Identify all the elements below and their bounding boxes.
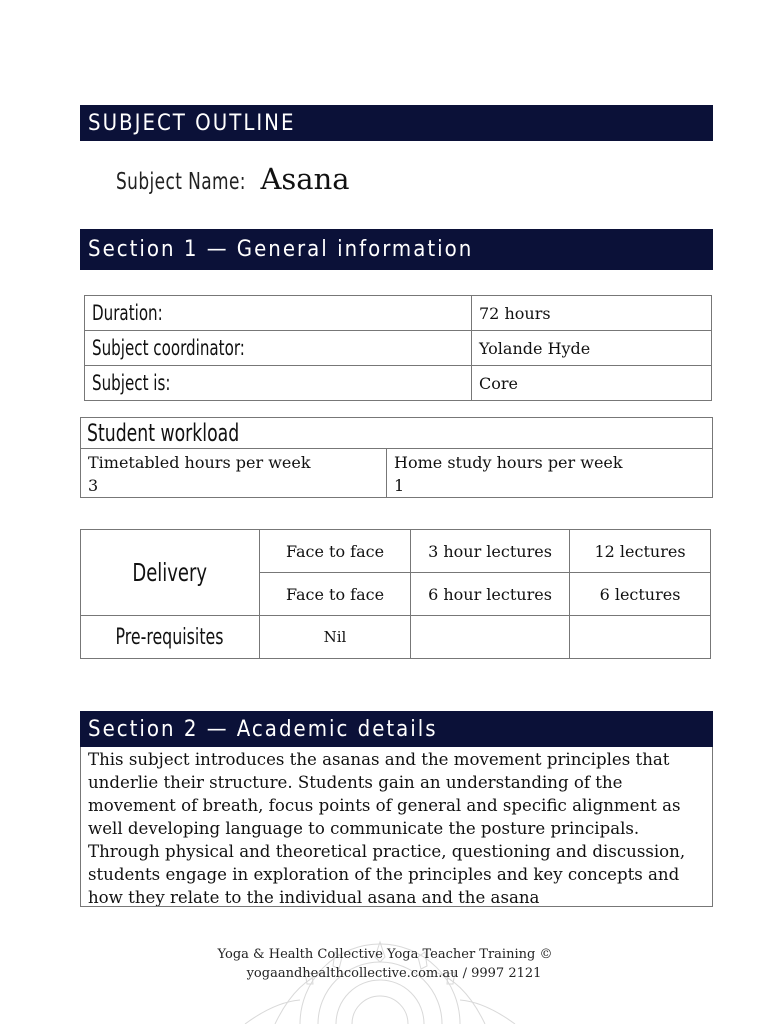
general-info-table bbox=[84, 295, 712, 401]
empty-cell bbox=[570, 616, 711, 659]
footer bbox=[0, 945, 770, 983]
section1-title: Section 1 — General information bbox=[88, 237, 474, 262]
timetabled-label: Timetabled hours per week bbox=[88, 453, 311, 472]
subject-name-label: Subject Name: bbox=[116, 169, 246, 195]
workload-title: Student workload bbox=[87, 419, 240, 447]
home-study-label: Home study hours per week bbox=[394, 453, 623, 472]
section2-header bbox=[80, 711, 713, 747]
table-row bbox=[85, 366, 712, 401]
table-row bbox=[81, 530, 711, 573]
subject-name-row bbox=[116, 162, 350, 196]
footer-line1: Yoga & Health Collective Yoga Teacher Training © bbox=[217, 947, 553, 962]
delivery-table bbox=[80, 529, 711, 659]
table-row bbox=[81, 449, 713, 498]
subject-type-value: Core bbox=[472, 366, 712, 401]
duration-label: Duration: bbox=[92, 301, 163, 325]
duration-value: 72 hours bbox=[472, 296, 712, 331]
subject-type-label: Subject is: bbox=[92, 371, 171, 395]
home-study-value: 1 bbox=[394, 476, 405, 495]
table-row bbox=[81, 418, 713, 449]
section2-title: Section 2 — Academic details bbox=[88, 716, 438, 742]
delivery-label: Delivery bbox=[132, 558, 208, 587]
table-row bbox=[85, 296, 712, 331]
delivery-mode-1: Face to face bbox=[260, 530, 411, 573]
workload-table bbox=[80, 417, 713, 498]
empty-cell bbox=[411, 616, 570, 659]
prerequisites-label: Pre-requisites bbox=[115, 624, 225, 650]
delivery-mode-2: Face to face bbox=[260, 573, 411, 616]
delivery-count-2: 6 lectures bbox=[570, 573, 711, 616]
table-row bbox=[81, 616, 711, 659]
timetabled-value: 3 bbox=[88, 476, 99, 495]
subject-name-value: Asana bbox=[260, 162, 350, 196]
subject-outline-title: SUBJECT OUTLINE bbox=[88, 110, 296, 136]
delivery-format-1: 3 hour lectures bbox=[411, 530, 570, 573]
subject-outline-header bbox=[80, 105, 713, 141]
section1-header bbox=[80, 229, 713, 270]
coordinator-label: Subject coordinator: bbox=[92, 336, 245, 360]
prerequisites-value: Nil bbox=[260, 616, 411, 659]
academic-details-text: This subject introduces the asanas and the movement principles that underlie their structure. Students gain an understanding of the movement of breath, focus points of general and specific alignment as well developing language to communicate the posture principals. Through physical and theoretical practice, questioning and discussion, students engage in exploration of the principles and key concepts and how they relate to the individual asana and the asana bbox=[80, 747, 713, 907]
coordinator-value: Yolande Hyde bbox=[472, 331, 712, 366]
delivery-format-2: 6 hour lectures bbox=[411, 573, 570, 616]
table-row bbox=[85, 331, 712, 366]
footer-line2: yogaandhealthcollective.com.au / 9997 2121 bbox=[246, 966, 542, 981]
delivery-count-1: 12 lectures bbox=[570, 530, 711, 573]
